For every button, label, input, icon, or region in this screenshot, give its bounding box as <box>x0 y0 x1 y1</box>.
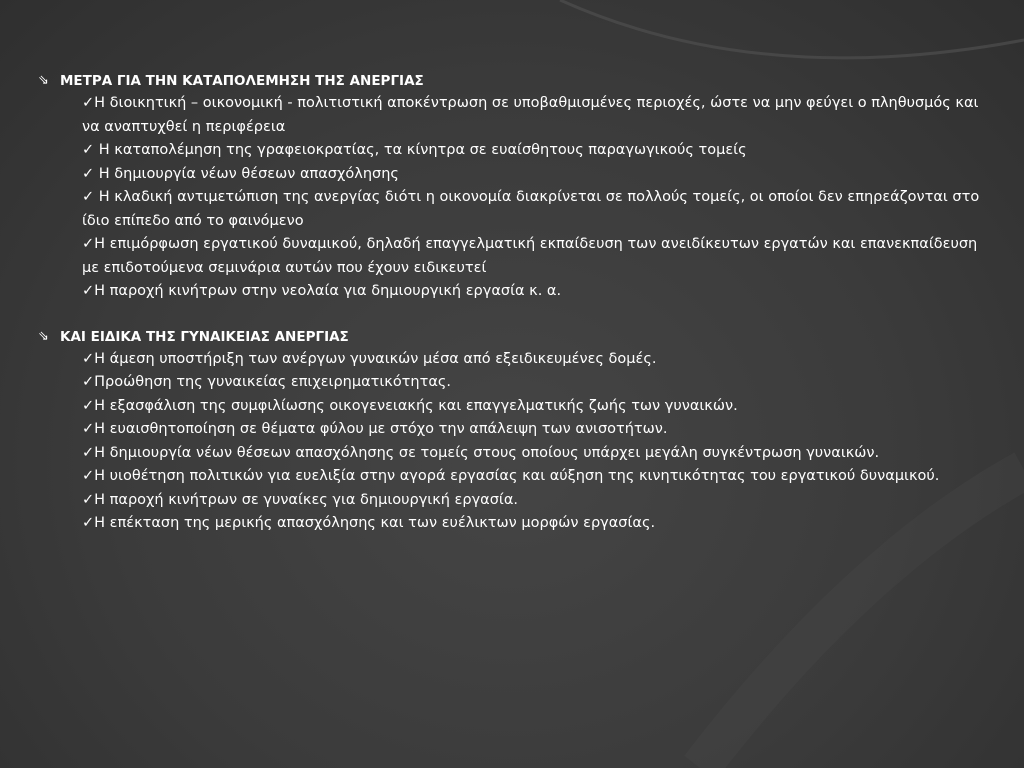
women-measures-list <box>38 348 998 536</box>
list-item: ✓ Η καταπολέμηση της γραφειοκρατίας, τα κίνητρα σε ευαίσθητους παραγωγικούς τομείς <box>82 142 747 158</box>
list-item: ✓ Η κλαδική αντιμετώπιση της ανεργίας διότι η οικονομία διακρίνεται σε πολλούς τομείς, οι οποίοι δεν επηρεάζονται στο ίδιο επίπεδο από το φαινόμενο <box>82 189 980 229</box>
list-item: ✓Η υιοθέτηση πολιτικών για ευελιξία στην αγορά εργασίας και αύξηση της κινητικότητας του εργατικού δυναμικού. <box>82 468 940 484</box>
list-item: ✓Η επέκταση της μερικής απασχόλησης και των ευέλικτων μορφών εργασίας. <box>82 515 656 531</box>
list-item: ✓Η άμεση υποστήριξη των ανέργων γυναικών μέσα από εξειδικευμένες δομές. <box>82 350 657 367</box>
section-heading-women-text: ΚΑΙ ΕΙΔΙΚΑ ΤΗΣ ΓΥΝΑΙΚΕΙΑΣ ΑΝΕΡΓΙΑΣ <box>60 328 349 345</box>
section-heading-women <box>38 326 998 348</box>
arrow-icon: ⇘ <box>38 328 49 344</box>
list-item: ✓Η διοικητική – οικονομική - πολιτιστική αποκέντρωση σε υποβαθμισμένες περιοχές, ώστε να μην φεύγει ο πληθυσμός και να αναπτυχθεί η περιφέρεια <box>82 95 979 135</box>
list-item: ✓Η εξασφάλιση της συμφιλίωσης οικογενειακής και επαγγελματικής ζωής των γυναικών. <box>82 397 738 414</box>
background-arc-upper <box>560 0 1024 58</box>
section-heading-measures-text: ΜΕΤΡΑ ΓΙΑ ΤΗΝ ΚΑΤΑΠΟΛΕΜΗΣΗ ΤΗΣ ΑΝΕΡΓΙΑΣ <box>60 73 424 89</box>
list-item: ✓Η ευαισθητοποίηση σε θέματα φύλου με στόχο την απάλειψη των ανισοτήτων. <box>82 421 668 437</box>
list-item: ✓ Η δημιουργία νέων θέσεων απασχόλησης <box>82 165 399 182</box>
list-item: ✓Η παροχή κινήτρων στην νεολαία για δημιουργική εργασία κ. α. <box>82 283 562 299</box>
section-heading-measures <box>38 70 998 92</box>
list-item: ✓Προώθηση της γυναικείας επιχειρηματικότητας. <box>82 374 452 390</box>
list-item: ✓Η δημιουργία νέων θέσεων απασχόλησης σε τομείς στους οποίους υπάρχει μεγάλη συγκέντρωση γυναικών. <box>82 444 880 461</box>
arrow-icon: ⇘ <box>38 73 49 88</box>
list-item: ✓Η παροχή κινήτρων σε γυναίκες για δημιουργική εργασία. <box>82 491 518 508</box>
measures-list <box>38 92 998 304</box>
slide-content <box>38 70 998 536</box>
list-item: ✓Η επιμόρφωση εργατικού δυναμικού, δηλαδή επαγγελματική εκπαίδευση των ανειδίκευτων εργατών και επανεκπαίδευση με επιδοτούμενα σεμινάρια αυτών που έχουν ειδικευτεί <box>82 236 978 276</box>
